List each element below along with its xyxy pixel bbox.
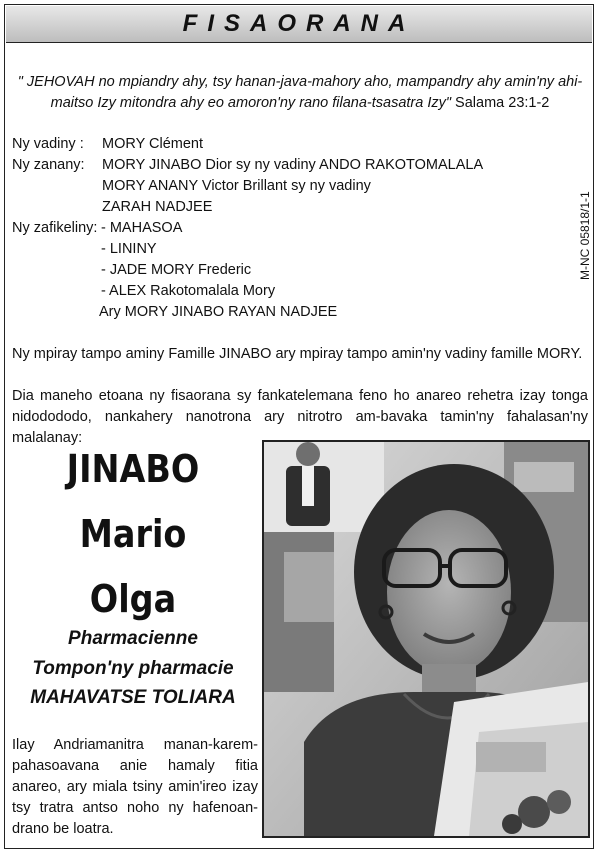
deceased-title-line: MAHAVATSE TOLIARA — [30, 687, 236, 708]
deceased-name-line: Mario — [79, 512, 187, 556]
child-item: ZARAH NADJEE — [102, 199, 213, 215]
portrait-photo — [262, 440, 590, 838]
grandchild-item: - LININY — [101, 241, 157, 257]
deceased-title-line: Tompon'ny pharmacie — [32, 658, 234, 679]
great-grandchild: Ary MORY JINABO RAYAN NADJEE — [99, 304, 338, 320]
deceased-name-line: JINABO — [66, 447, 200, 491]
deceased-name-line: Olga — [89, 577, 177, 621]
reference-code: M-NC 05818/1-1 — [578, 191, 592, 280]
thanks-paragraph: Dia maneho etoana ny fisaorana sy fankatelemana feno ho anareo rehetra izay tonga nidodododo, nankahery nanotrona ary nitrotro am-bavaka tamin'ny fahalasan'ny malalanay: — [12, 388, 588, 446]
parents-label: Ny vadiny : — [12, 136, 84, 152]
child-item: MORY ANANY Victor Brillant sy ny vadiny — [102, 178, 371, 194]
portrait-image — [264, 442, 588, 836]
children-label: Ny zanany: — [12, 157, 85, 173]
page-title: FISAORANA — [182, 10, 416, 37]
parents-value: MORY Clément — [102, 136, 203, 152]
quote-text: " JEHOVAH no mpiandry ahy, tsy hanan-java-mahory aho, mampandry ahy amin'ny ahi-maitso Izy mitondra ahy eo amoron'ny rano filana-tsasatra Izy" — [17, 74, 583, 111]
header-banner — [6, 6, 592, 43]
closing-prayer: Ilay Andriamanitra manan-karem-pahasoavana anie hamaly fitia anareo, ary miala tsiny amin'ireo izay tsy tratra antso noho ny hafenoan-drano be loatra. — [12, 737, 258, 837]
child-item: MORY JINABO Dior sy ny vadiny ANDO RAKOTOMALALA — [102, 157, 484, 173]
deceased-title-line: Pharmacienne — [68, 628, 198, 649]
families-line: Ny mpiray tampo aminy Famille JINABO ary mpiray tampo amin'ny vadiny famille MORY. — [12, 346, 583, 362]
grandchild-item: - ALEX Rakotomalala Mory — [101, 283, 276, 299]
grandchild-item: - MAHASOA — [101, 220, 183, 236]
grandchildren-label: Ny zafikeliny: — [12, 220, 98, 236]
grandchild-item: - JADE MORY Frederic — [101, 262, 252, 278]
quote-reference: Salama 23:1-2 — [451, 95, 550, 111]
bible-quote — [14, 72, 586, 114]
